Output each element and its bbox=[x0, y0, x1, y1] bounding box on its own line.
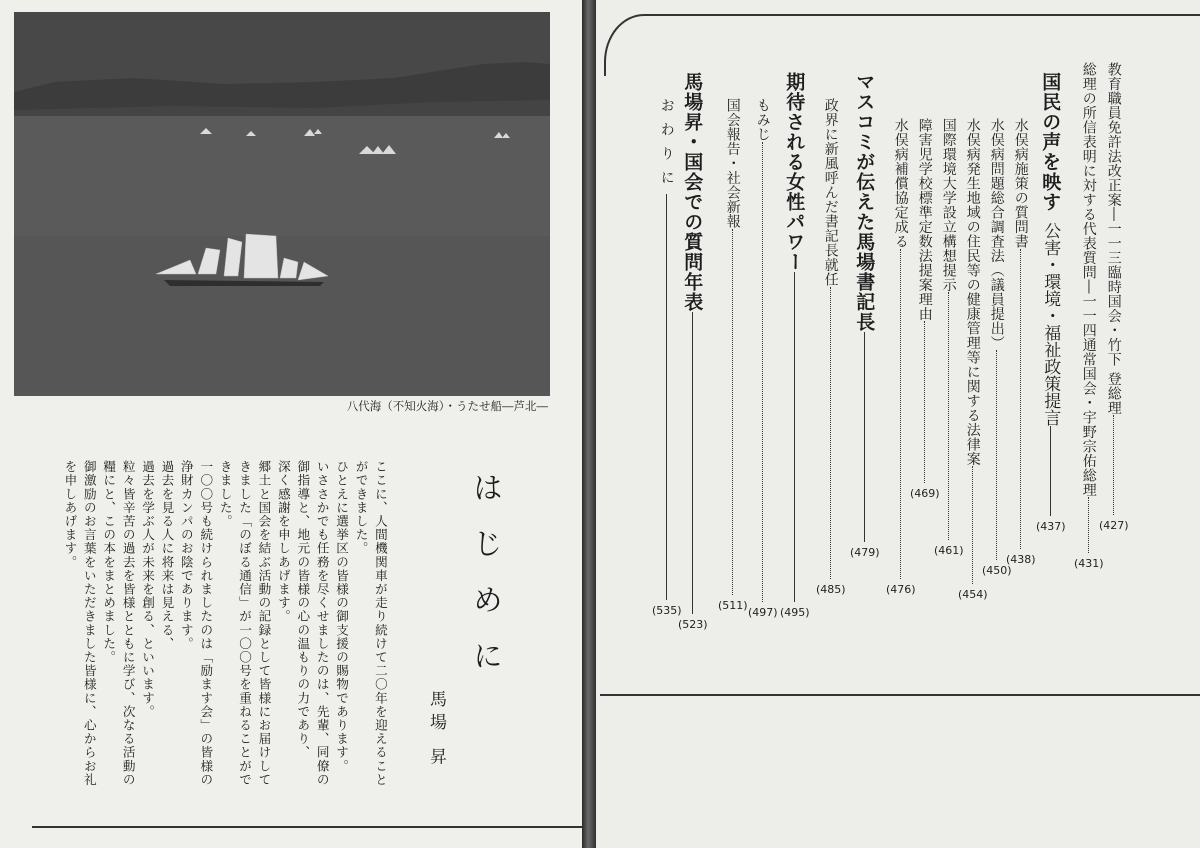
toc-chapter-title: 国民の声を映す bbox=[1039, 72, 1062, 212]
toc-leader bbox=[864, 332, 865, 542]
contents-bottom-rule bbox=[600, 694, 1200, 696]
toc-entry-page: (438) bbox=[1006, 552, 1036, 566]
toc-entry-page: (431) bbox=[1074, 557, 1104, 570]
toc-entry-title: もみじ bbox=[754, 98, 771, 142]
toc-entry-title: 国会報告・社会新報 bbox=[724, 98, 741, 229]
toc-entry-page: (497) bbox=[748, 605, 778, 619]
toc-entry[interactable] bbox=[678, 72, 708, 631]
toc-entry[interactable] bbox=[780, 72, 810, 619]
toc-leader bbox=[1088, 497, 1089, 553]
toc-entry-page: (450) bbox=[982, 564, 1012, 577]
sailing-ships-photo bbox=[14, 12, 550, 396]
toc-leader bbox=[692, 312, 693, 614]
toc-entry[interactable] bbox=[886, 118, 916, 596]
toc-entry-title: 水俣病発生地域の住民等の健康管理等に関する法律案 bbox=[964, 118, 981, 466]
toc-entry-page: (485) bbox=[816, 582, 846, 596]
toc-entry-title: 教育職員免許法改正案―一一三臨時国会・竹下 登総理 bbox=[1105, 62, 1122, 415]
toc-entry-title: 水俣病問題総合調査法（議員提出） bbox=[988, 118, 1005, 350]
toc-leader bbox=[924, 321, 925, 483]
toc-entry-page: (437) bbox=[1036, 520, 1066, 533]
toc-entry[interactable] bbox=[652, 98, 682, 617]
intro-title: はじめに bbox=[467, 472, 502, 696]
toc-entry-page: (476) bbox=[886, 582, 916, 596]
toc-entry[interactable] bbox=[816, 98, 846, 596]
toc-entry-page: (479) bbox=[850, 546, 880, 559]
toc-leader bbox=[732, 229, 733, 595]
seascape-illustration bbox=[14, 12, 550, 396]
intro-paragraph: 深く感謝を申しあげます。 bbox=[275, 460, 291, 624]
toc-entry-page: (511) bbox=[718, 598, 748, 612]
intro-body bbox=[60, 460, 390, 796]
toc-chapter-title: マスコミが伝えた馬場書記長 bbox=[853, 72, 876, 332]
toc-leader bbox=[1113, 415, 1114, 515]
toc-entry-title: 水俣病補償協定成る bbox=[892, 118, 909, 249]
toc-entry-title: 水俣病施策の質問書 bbox=[1012, 118, 1029, 249]
toc-entry-page: (427) bbox=[1099, 518, 1129, 532]
toc-leader bbox=[794, 272, 795, 602]
toc-leader bbox=[900, 249, 901, 579]
toc-leader bbox=[996, 350, 997, 560]
intro-paragraph: 粒々皆辛苦の過去を皆様とともに学び、次なる活動の糧にと、この本をまとめました。 bbox=[101, 460, 136, 787]
toc-entry-title: 政界に新風呼んだ書記長就任 bbox=[822, 98, 839, 287]
toc-leader bbox=[762, 142, 763, 602]
toc-entry-title: 国際環境大学設立構想提示 bbox=[940, 118, 957, 292]
intro-paragraph: 過去を見る人に将来は見える、 bbox=[159, 460, 175, 651]
toc-chapter-title: 馬場昇・国会での質問年表 bbox=[681, 72, 704, 312]
toc-entry[interactable] bbox=[850, 72, 880, 559]
toc-entry-page: (461) bbox=[934, 544, 964, 557]
toc-entry[interactable] bbox=[748, 98, 778, 619]
book-gutter bbox=[582, 0, 596, 848]
toc-leader bbox=[1050, 426, 1051, 516]
toc-entry-title: おわりに bbox=[658, 98, 675, 194]
toc-entry-page: (469) bbox=[910, 487, 940, 500]
photo-caption: 八代海（不知火海）・うたせ船―芦北― bbox=[346, 399, 548, 413]
intro-paragraph: 一〇〇号も続けられましたのは「励ます会」の皆様の浄財カンパのお陰であります。 bbox=[178, 460, 214, 787]
left-page bbox=[0, 0, 582, 848]
intro-author: 馬場 昇 bbox=[426, 690, 446, 771]
toc-entry-title: 障害児学校標準定数法提案理由 bbox=[916, 118, 933, 321]
intro-paragraph: 過去を学ぶ人が未来を創る、といいます。 bbox=[140, 460, 156, 719]
toc-entry[interactable] bbox=[1074, 62, 1104, 570]
toc-leader bbox=[1020, 249, 1021, 549]
toc-leader bbox=[972, 466, 973, 584]
toc-entry-page: (523) bbox=[678, 618, 708, 631]
toc-entry-page: (454) bbox=[958, 588, 988, 601]
toc-entry-page: (495) bbox=[780, 606, 810, 619]
toc-entry-title: 総理の所信表明に対する代表質問―一一四通常国会・宇野宗佑総理 bbox=[1080, 62, 1097, 497]
toc-leader bbox=[948, 292, 949, 540]
toc-entry-page: (535) bbox=[652, 604, 682, 617]
intro-paragraph: ここに、人間機関車が走り続けて二〇年を迎えることができました。 bbox=[353, 460, 388, 787]
bottom-rule bbox=[32, 826, 582, 828]
intro-paragraph: 御激励のお言葉をいただきました皆様に、心からお礼を申しあげます。 bbox=[62, 460, 97, 787]
toc-chapter-title: 期待される女性パワー bbox=[783, 72, 806, 272]
toc-entry[interactable] bbox=[1036, 72, 1066, 533]
intro-paragraph: ひとえに選挙区の皆様の御支援の賜物であります。 bbox=[334, 460, 350, 773]
intro-paragraph: いささかでも任務を尽くせましたのは、先輩、同僚の御指導と、地元の皆様の心の温もりの力であり、 bbox=[295, 460, 330, 787]
toc-leader bbox=[666, 194, 667, 600]
intro-paragraph: 郷土と国会を結ぶ活動の記録として皆様にお届けしてきました「のぼる通信」が一〇〇号を重ねることができました。 bbox=[217, 460, 272, 787]
toc-entry[interactable] bbox=[718, 98, 748, 612]
toc-chapter-subtitle: 公害・環境・福祉政策提言 bbox=[1040, 222, 1061, 426]
toc-leader bbox=[830, 287, 831, 579]
